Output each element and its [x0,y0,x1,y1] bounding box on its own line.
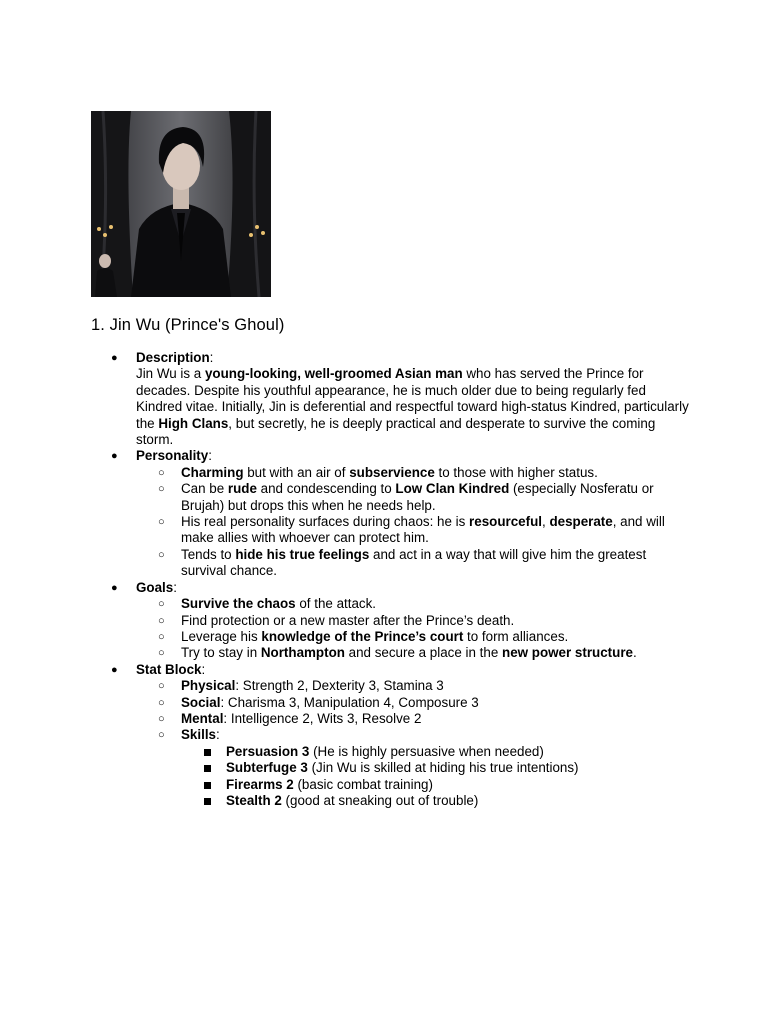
circle-bullet-icon: ○ [158,696,165,709]
list-item: ○ Physical: Strength 2, Dexterity 3, Stamina 3 [158,678,444,694]
character-sheet [91,350,691,809]
section-label: Goals [136,579,174,595]
list-item: ○ His real personality surfaces during chaos: he is resourceful, desperate, and will make allies with whoever can protect him. [158,514,665,546]
bullet-icon: ● [111,450,118,463]
list-item: Persuasion 3 (He is highly persuasive when needed) [181,744,691,760]
goals-section: ● Goals: ○ Survive the chaos of the attack. ○ Find protection or a new master after the Prince’s death. ○ Leverage his knowledge of the Prince’s court to form alliances. ○ Try to stay in Northampton and secure a place in the new power structure. [91,580,691,662]
square-bullet-icon [204,798,211,805]
stat-list [136,678,691,809]
circle-bullet-icon: ○ [158,614,165,627]
square-bullet-icon [204,765,211,772]
character-portrait [91,111,271,297]
circle-bullet-icon: ○ [158,729,165,742]
bullet-icon: ● [111,352,118,364]
circle-bullet-icon: ○ [158,466,165,479]
bullet-icon: ● [111,581,118,594]
list-item: Firearms 2 (basic combat training) [181,777,691,793]
personality-list [136,465,691,580]
circle-bullet-icon: ○ [158,598,165,611]
section-list [91,350,691,809]
list-item: ○ Tends to hide his true feelings and act in a way that will give him the greatest survival chance. [158,546,647,579]
page-title: 1. Jin Wu (Prince's Ghoul) [91,316,285,334]
section-label: Description [136,350,210,365]
list-item: ○ Mental: Intelligence 2, Wits 3, Resolve 2 [158,710,422,726]
list-item: ○ Find protection or a new master after the Prince’s death. [158,612,515,628]
description-section: ● Description: Jin Wu is a young-looking, well-groomed Asian man who has served the Prince for decades. Despite his youthful appearance, he is much older due to being regularly fed Kindred vitae. Initially, Jin is deferential and respectful toward high-status Kindred, particularly the High Clans, but secretly, he is deeply practical and desperate to survive the coming storm. [91,350,691,448]
section-label: Personality [136,448,209,464]
circle-bullet-icon: ○ [158,516,165,529]
list-item: ○ Charming but with an air of subservience to those with higher status. [158,464,598,480]
list-item: ○ Try to stay in Northampton and secure a place in the new power structure. [158,645,637,661]
square-bullet-icon [204,782,211,789]
list-item: ○ Survive the chaos of the attack. [158,596,377,612]
section-label: Stat Block [136,661,202,677]
circle-bullet-icon: ○ [158,483,165,496]
list-item: ○ Leverage his knowledge of the Prince’s court to form alliances. [158,628,569,644]
square-bullet-icon [204,749,211,756]
circle-bullet-icon: ○ [158,630,165,643]
bullet-icon: ● [111,663,118,676]
skills-list [181,744,691,810]
circle-bullet-icon: ○ [158,548,165,561]
list-item: Subterfuge 3 (Jin Wu is skilled at hiding his true intentions) [181,760,691,776]
skills-item: ○ Skills: Persuasion 3 (He is highly persuasive when needed) Subterfuge 3 (Jin Wu is skilled at hiding his true intentions) Firearms 2 (basic combat training) Stealth 2 (good at sneaking out of trouble) [136,727,691,809]
personality-section: ● Personality: ○ Charming but with an air of subservience to those with higher status. ○ Can be rude and condescending to Low Clan Kindred (especially Nosferatu or Brujah) but drops this when he needs help. ○ His real personality surfaces during chaos: he is resourceful, desperate, and will make allies with whoever can protect him. ○ Tends to hide his true feelings and act in a way that will give him the greatest survival chance. [91,448,691,579]
list-item: Stealth 2 (good at sneaking out of trouble) [181,793,691,809]
circle-bullet-icon: ○ [158,680,165,693]
stat-block-section: ● Stat Block: ○ Physical: Strength 2, Dexterity 3, Stamina 3 ○ Social: Charisma 3, Manipulation 4, Composure 3 ○ Mental: Intelligence 2, Wits 3, Resolve 2 ○ Skills: Persuasion 3 (He is highly persuasive when needed) Subterfuge 3 (Jin Wu is skilled at hiding his true intentions) Firearms 2 (basic combat training) Stealth 2 (good at sneaking out of trouble) [91,662,691,810]
circle-bullet-icon: ○ [158,712,165,725]
list-item: ○ Can be rude and condescending to Low Clan Kindred (especially Nosferatu or Brujah) but drops this when he needs help. [158,481,654,513]
goals-list [136,596,691,662]
circle-bullet-icon: ○ [158,647,165,660]
description-text: Jin Wu is a young-looking, well-groomed Asian man who has served the Prince for decades. Despite his youthful appearance, he is much older due to being regularly fed Kindred vitae. Initially, Jin is deferential and respectful toward high-status Kindred, particularly the High Clans, but secretly, he is deeply practical and desperate to survive the coming storm. [136,366,689,448]
list-item: ○ Social: Charisma 3, Manipulation 4, Composure 3 [158,694,479,710]
